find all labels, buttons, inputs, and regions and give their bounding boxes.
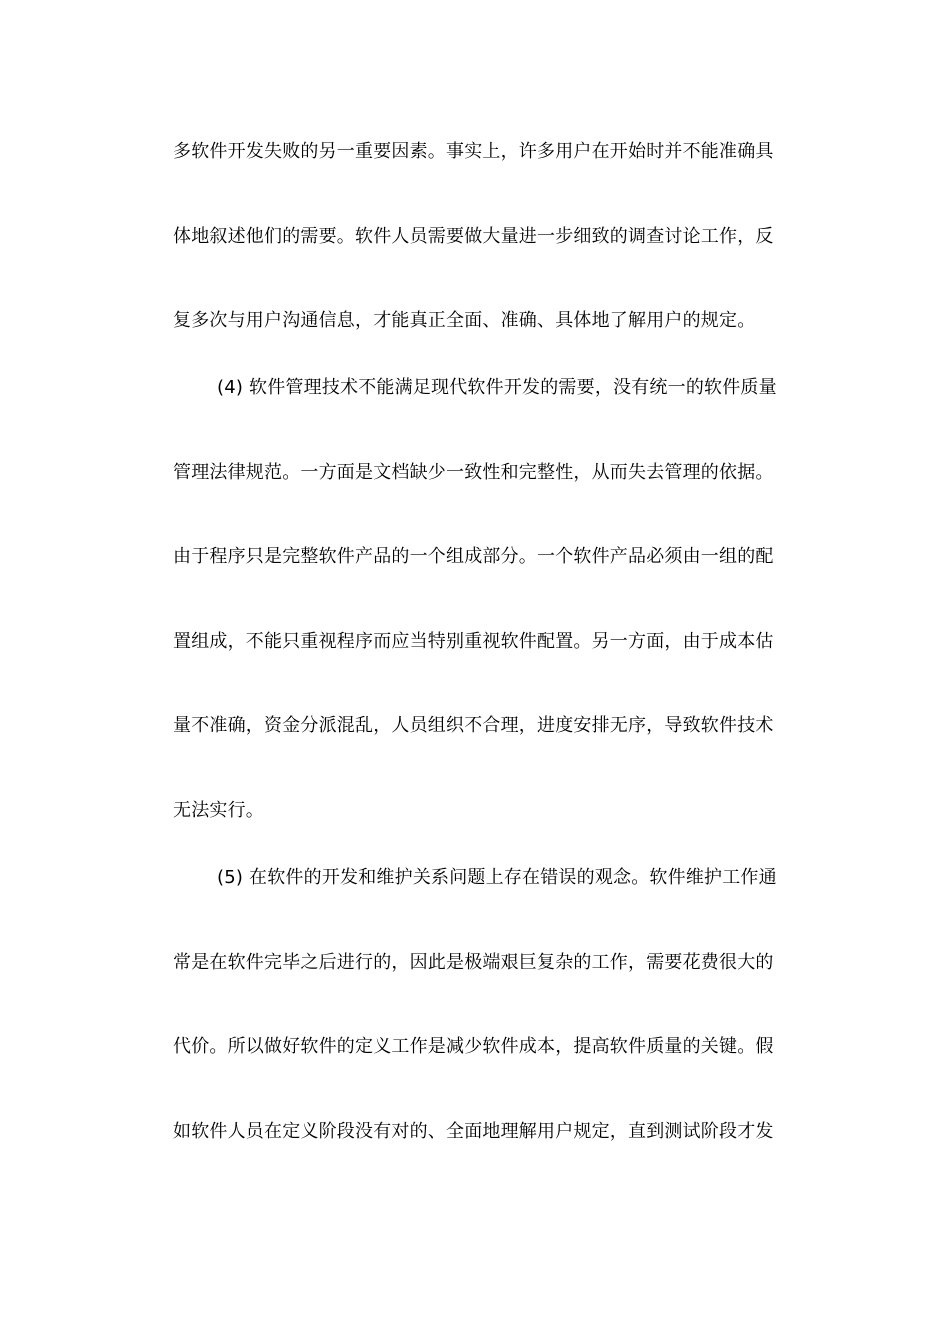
paragraph-line: 由于程序只是完整软件产品的一个组成部分。一个软件产品必须由一组的配 [173,546,774,567]
paragraph-line: 如软件人员在定义阶段没有对的、全面地理解用户规定，直到测试阶段才发 [173,1121,774,1142]
paragraph-line: (4) 软件管理技术不能满足现代软件开发的需要，没有统一的软件质量 [217,377,777,398]
paragraph-line: 管理法律规范。一方面是文档缺少一致性和完整性，从而失去管理的依据。 [173,462,774,483]
paragraph-line: 体地叙述他们的需要。软件人员需要做大量进一步细致的调查讨论工作，反 [173,226,774,247]
paragraph-line: 置组成，不能只重视程序而应当特别重视软件配置。另一方面，由于成本估 [173,631,774,652]
paragraph-line: 复多次与用户沟通信息，才能真正全面、准确、具体地了解用户的规定。 [173,310,756,331]
paragraph-line: 无法实行。 [173,800,264,821]
paragraph-line: 常是在软件完毕之后进行的，因此是极端艰巨复杂的工作，需要花费很大的 [173,952,774,973]
paragraph-line: 量不准确，资金分派混乱，人员组织不合理，进度安排无序，导致软件技术 [173,715,774,736]
paragraph-line: (5) 在软件的开发和维护关系问题上存在错误的观念。软件维护工作通 [217,867,777,888]
paragraph-line: 多软件开发失败的另一重要因素。事实上，许多用户在开始时并不能准确具 [173,141,774,162]
paragraph-line: 代价。所以做好软件的定义工作是减少软件成本，提高软件质量的关键。假 [173,1036,774,1057]
